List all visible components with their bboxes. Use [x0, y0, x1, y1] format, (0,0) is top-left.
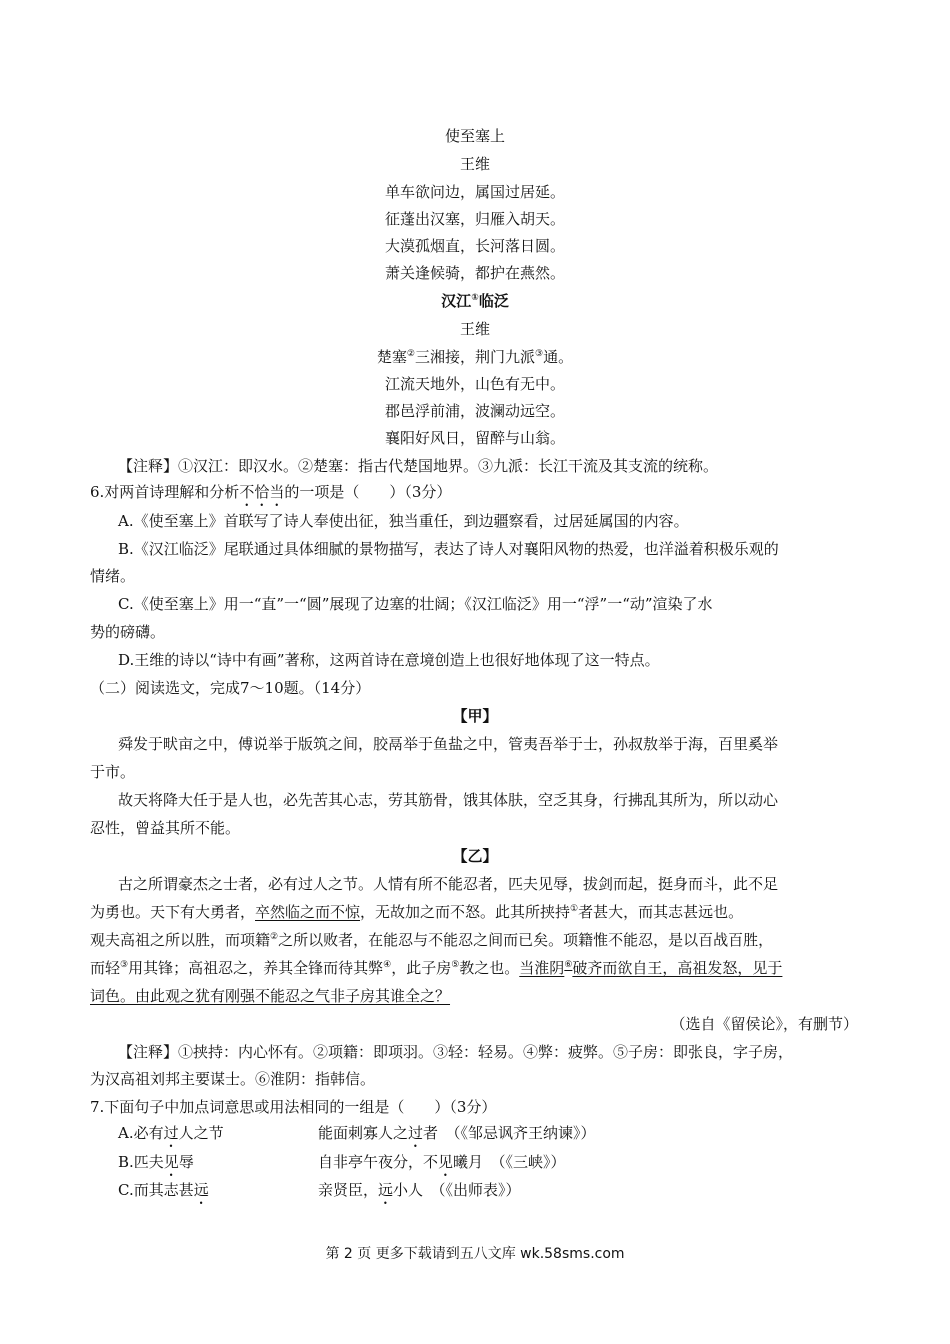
poem1-line: 单车欲问边，属国过居延。 [384, 183, 565, 201]
passage-yi-underlined-sentence: 词色。由此观之犹有刚强不能忍之气非子房其谁全之？ [90, 987, 451, 1005]
poem-annotation: 【注释】①汉江：即汉水。②楚塞：指古代楚国地界。③九派：长江干流及其支流的统称。 [118, 457, 719, 475]
q7-option-b: B.匹夫见辱 自非亭午夜分，不见曦月 （《三峡》） [118, 1153, 566, 1171]
passage-jia-text: 忍性，曾益其所不能。 [90, 819, 241, 837]
passage-yi-source: （选自《留侯论》，有删节） [670, 1015, 858, 1033]
passage-yi-text: 而轻③用其锋；高祖忍之，养其全锋而待其弊④，此子房⑤教之也。当淮阴⑥破齐而欲自王，高祖发怒，见于 [90, 959, 783, 977]
poem2-line: 江流天地外，山色有无中。 [384, 375, 565, 393]
q6-option-a: A.《使至塞上》首联写了诗人奉使出征，独当重任，到边疆察看，过居延属国的内容。 [118, 512, 689, 530]
q7-option-a: A.必有过人之节 能面刺寡人之过者 （《邹忌讽齐王纳谏》） [118, 1124, 596, 1142]
poem2-line: 楚塞②三湘接，荆门九派③通。 [376, 348, 574, 366]
passage-yi-text: 古之所谓豪杰之士者，必有过人之节。人情有所不能忍者，匹夫见辱，拔剑而起，挺身而斗，此不足 [118, 875, 779, 893]
q6-option-c: C.《使至塞上》用一“直”一“圆”展现了边塞的壮阔；《汉江临泛》用一“浮”一“动”渲染了水 [118, 595, 713, 613]
poem1-line: 萧关逢候骑，都护在燕然。 [384, 264, 565, 282]
q6-option-b: B.《汉江临泛》尾联通过具体细腻的景物描写，表达了诗人对襄阳风物的热爱，也洋溢着积极乐观的 [118, 540, 779, 558]
q6-option-d: D.王维的诗以“诗中有画”著称，这两首诗在意境创造上也很好地体现了这一特点。 [118, 651, 660, 669]
passage-jia-text: 舜发于畎亩之中，傅说举于版筑之间，胶鬲举于鱼盐之中，管夷吾举于士，孙叔敖举于海，百里奚举 [118, 735, 779, 753]
section-2-heading: （二）阅读选文，完成7～10题。（14分） [90, 679, 371, 697]
poem2-line: 郡邑浮前浦，波澜动远空。 [384, 402, 565, 420]
poem1-title: 使至塞上 [444, 127, 505, 145]
poem1-line: 征蓬出汉塞，归雁入胡天。 [384, 210, 565, 228]
page-footer: 第 2 页 更多下载请到五八文库 wk.58sms.com [325, 1246, 625, 1262]
passage-yi-annotation-cont: 为汉高祖刘邦主要谋士。⑥淮阴：指韩信。 [90, 1070, 376, 1088]
passage-jia-text: 故天将降大任于是人也，必先苦其心志，劳其筋骨，饿其体肤，空乏其身，行拂乱其所为，所以动心 [118, 791, 779, 809]
poem2-title: 汉江①临泛 [441, 292, 509, 310]
poem1-line: 大漠孤烟直，长河落日圆。 [384, 237, 565, 255]
q7-option-c: C.而其志甚远 亲贤臣，远小人 （《出师表》） [118, 1181, 521, 1199]
passage-jia-text: 于市。 [90, 763, 136, 781]
passage-yi-annotation: 【注释】①挟持：内心怀有。②项籍：即项羽。③轻：轻易。④弊：疲弊。⑤子房：即张良，字子房， [118, 1043, 794, 1061]
passage-yi-text: 为勇也。天下有大勇者，卒然临之而不惊，无故加之而不怒。此其所挟持①者甚大，而其志甚远也。 [90, 903, 744, 921]
poem1-author: 王维 [459, 155, 490, 173]
q6-option-c-cont: 势的磅礴。 [90, 623, 166, 641]
poem2-author: 王维 [459, 320, 490, 338]
q6-option-b-cont: 情绪。 [90, 567, 136, 585]
passage-yi-text: 观夫高祖之所以胜，而项籍②之所以败者，在能忍与不能忍之间而已矣。项籍惟不能忍，是以百战百胜， [90, 931, 774, 949]
passage-jia-label: 【甲】 [452, 707, 498, 725]
poem2-line: 襄阳好风日，留醉与山翁。 [384, 429, 565, 447]
question-6-stem: 6.对两首诗理解和分析不恰当的一项是（ ）（3分） [90, 483, 452, 501]
question-7-stem: 7.下面句子中加点词意思或用法相同的一组是（ ）（3分） [90, 1098, 497, 1116]
passage-yi-label: 【乙】 [452, 847, 498, 865]
